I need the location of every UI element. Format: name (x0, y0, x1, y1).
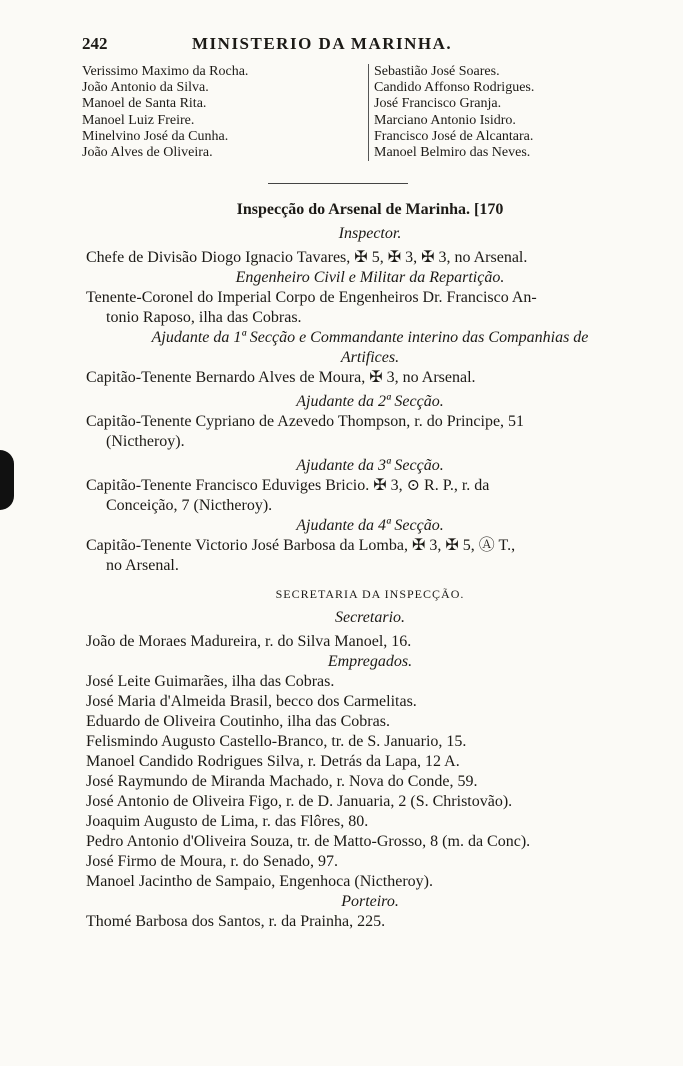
text-line: José Maria d'Almeida Brasil, becco dos Carmelitas. (86, 693, 417, 710)
name-line: Minelvino José da Cunha. (82, 128, 229, 144)
text-line: tonio Raposo, ilha das Cobras. (106, 309, 302, 326)
names-column-right (368, 64, 654, 161)
text-line: Tenente-Coronel do Imperial Corpo de Engenheiros Dr. Francisco An- (86, 289, 537, 306)
name-line: Candido Affonso Rodrigues. (374, 80, 535, 96)
text-line: Inspecção do Arsenal de Marinha. [170 (236, 201, 504, 218)
text-line: Capitão-Tenente Francisco Eduviges Bricio. ✠ 3, ⊙ R. P., r. da (86, 477, 490, 494)
text-line: Artifices. (340, 349, 400, 366)
text-line: José Antonio de Oliveira Figo, r. de D. Januaria, 2 (S. Christovão). (86, 793, 513, 810)
name-line: Marciano Antonio Isidro. (374, 112, 516, 128)
name-line: Manoel Luiz Freire. (82, 112, 195, 128)
text-line: no Arsenal. (106, 557, 179, 574)
ink-blot (0, 450, 14, 510)
text-line: Ajudante da 2ª Secção. (296, 393, 444, 410)
text-line: Inspector. (338, 225, 402, 242)
text-line: Capitão-Tenente Cypriano de Azevedo Thompson, r. do Principe, 51 (86, 413, 525, 430)
text-line: José Firmo de Moura, r. do Senado, 97. (86, 853, 338, 870)
text-line: Pedro Antonio d'Oliveira Souza, tr. de Matto-Grosso, 8 (m. da Conc). (86, 833, 531, 850)
text-line: Secretario. (334, 609, 406, 626)
name-line: Manoel de Santa Rita. (82, 96, 207, 112)
page-number: 242 (82, 34, 108, 53)
text-line: Felismindo Augusto Castello-Branco, tr. de S. Januario, 15. (86, 733, 467, 750)
text-line: (Nictheroy). (106, 433, 185, 450)
text-line: Capitão-Tenente Bernardo Alves de Moura, ✠ 3, no Arsenal. (86, 369, 476, 386)
text-line: Ajudante da 3ª Secção. (296, 457, 444, 474)
text-line: João de Moraes Madureira, r. do Silva Manoel, 16. (86, 633, 412, 650)
text-line: SECRETARIA DA INSPECÇÃO. (275, 587, 465, 601)
page-header (82, 34, 642, 56)
text-line: Chefe de Divisão Diogo Ignacio Tavares, ✠ 5, ✠ 3, ✠ 3, no Arsenal. (86, 249, 528, 266)
name-line: João Alves de Oliveira. (82, 145, 213, 161)
name-line: Manoel Belmiro das Neves. (374, 145, 531, 161)
text-line: Manoel Jacintho de Sampaio, Engenhoca (Nictheroy). (86, 873, 433, 890)
text-line: Conceição, 7 (Nictheroy). (106, 497, 273, 514)
text-line: José Raymundo de Miranda Machado, r. Nova do Conde, 59. (86, 773, 478, 790)
main-text (86, 192, 654, 932)
text-line: Ajudante da 1ª Secção e Commandante interino das Companhias de (151, 329, 589, 346)
name-line: Sebastião José Soares. (374, 64, 500, 79)
text-line: Ajudante da 4ª Secção. (296, 517, 444, 534)
section-divider (268, 183, 408, 184)
text-line: Eduardo de Oliveira Coutinho, ilha das Cobras. (86, 713, 390, 730)
text-line: Empregados. (327, 653, 413, 670)
text-line: Manoel Candido Rodrigues Silva, r. Detrás da Lapa, 12 A. (86, 753, 460, 770)
name-line: José Francisco Granja. (374, 96, 502, 112)
text-line: José Leite Guimarães, ilha das Cobras. (86, 673, 335, 690)
text-line: Engenheiro Civil e Militar da Repartição. (235, 269, 505, 286)
name-line: Francisco José de Alcantara. (374, 128, 534, 144)
text-line: Capitão-Tenente Victorio José Barbosa da Lomba, ✠ 3, ✠ 5, Ⓐ T., (86, 537, 516, 554)
names-column-left (82, 64, 352, 161)
text-line: Thomé Barbosa dos Santos, r. da Prainha, 225. (86, 913, 386, 930)
text-line: Joaquim Augusto de Lima, r. das Flôres, 80. (86, 813, 369, 830)
text-line: Porteiro. (341, 893, 399, 910)
name-line: Verissimo Maximo da Rocha. (82, 64, 249, 79)
name-line: João Antonio da Silva. (82, 80, 209, 96)
running-title: MINISTERIO DA MARINHA. (192, 34, 453, 53)
